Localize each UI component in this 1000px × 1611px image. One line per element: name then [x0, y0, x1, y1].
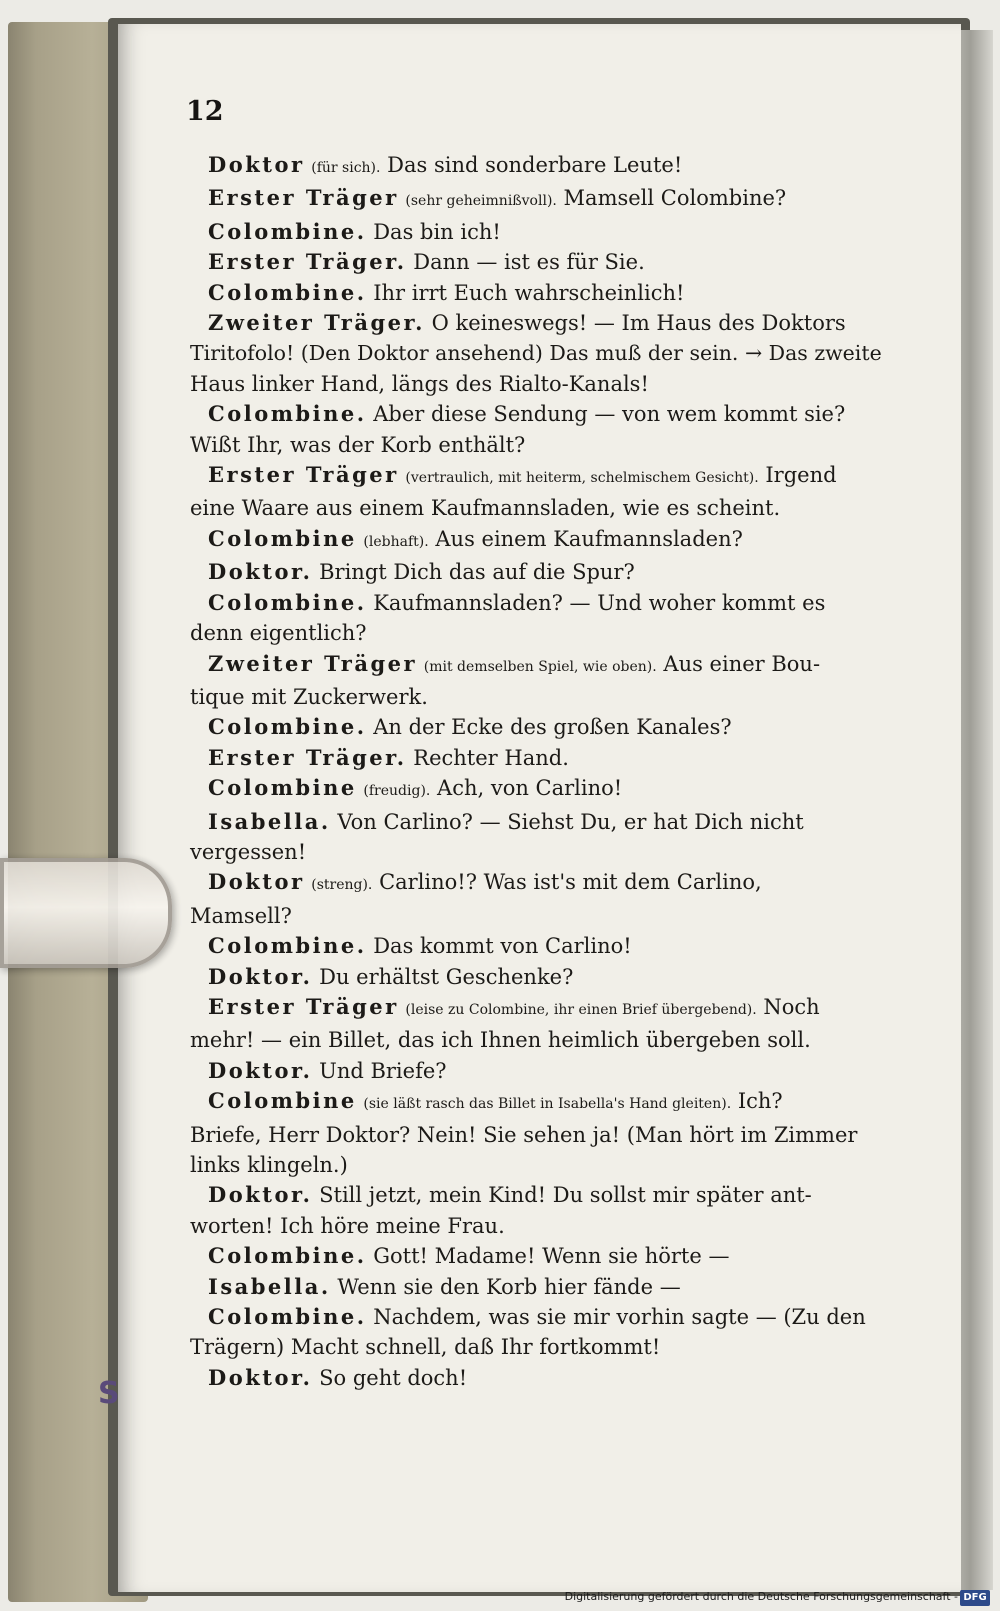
- text-line: [190, 430, 890, 460]
- stage-direction: (für sich).: [311, 160, 381, 176]
- speaker-name: Zweiter Träger: [208, 650, 418, 676]
- stage-direction: (sehr geheimnißvoll).: [405, 193, 557, 210]
- line-text: O keineswegs! — Im Haus des Doktors: [431, 311, 846, 336]
- speaker-name: Doktor.: [208, 559, 313, 585]
- scanner-thumb-clip: [0, 858, 172, 968]
- stage-direction: (leise zu Colombine, ihr einen Brief übergebend).: [405, 1001, 757, 1018]
- text-line: [190, 217, 890, 247]
- text-line: [190, 1056, 890, 1086]
- speaker-name: Erster Träger: [208, 185, 399, 211]
- text-line: [190, 1120, 890, 1150]
- line-text: Mamsell Colombine?: [563, 186, 787, 211]
- text-line: [190, 867, 890, 900]
- dialogue-text: [190, 150, 890, 1393]
- speaker-name: Colombine: [208, 1088, 357, 1114]
- text-line: [190, 399, 890, 429]
- text-line: [190, 962, 890, 992]
- speaker-name: Erster Träger: [208, 993, 399, 1019]
- text-line: [190, 743, 890, 773]
- text-line: [190, 618, 890, 648]
- speaker-name: Isabella.: [208, 1273, 331, 1299]
- text-line: [190, 1025, 890, 1055]
- stage-direction: (streng).: [311, 877, 373, 894]
- line-text: So geht doch!: [319, 1365, 468, 1390]
- line-text: Ihr irrt Euch wahrscheinlich!: [373, 280, 685, 305]
- line-text: Aus einem Kaufmannsladen?: [435, 526, 743, 551]
- line-text: Kaufmannsladen? — Und woher kommt es: [373, 590, 826, 615]
- speaker-name: Colombine.: [208, 1304, 367, 1330]
- line-text: vergessen!: [190, 839, 307, 864]
- line-text: Carlino!? Was ist's mit dem Carlino,: [379, 870, 762, 895]
- speaker-name: Erster Träger.: [208, 249, 407, 275]
- text-line: [190, 837, 890, 867]
- speaker-name: Colombine.: [208, 279, 367, 305]
- text-line: [190, 1302, 890, 1332]
- text-line: [190, 460, 890, 493]
- text-line: [190, 338, 890, 368]
- stage-direction: (vertraulich, mit heiterm, schelmischem Gesicht).: [405, 470, 759, 487]
- line-text: Das sind sonderbare Leute!: [387, 153, 683, 177]
- text-line: [190, 247, 890, 277]
- line-text: Dann — ist es für Sie.: [413, 250, 645, 275]
- line-text: Irgend: [765, 463, 837, 488]
- line-text: eine Waare aus einem Kaufmannsladen, wie es scheint.: [190, 496, 781, 521]
- line-text: Bringt Dich das auf die Spur?: [319, 560, 635, 585]
- speaker-name: Zweiter Träger.: [208, 310, 425, 336]
- speaker-name: Doktor: [208, 869, 305, 895]
- text-line: [190, 1180, 890, 1210]
- speaker-name: Doktor.: [208, 963, 313, 989]
- line-text: Mamsell?: [190, 903, 292, 928]
- line-text: Wißt Ihr, was der Korb enthält?: [190, 432, 526, 457]
- speaker-name: Doktor.: [208, 1057, 313, 1083]
- text-line: [190, 1086, 890, 1119]
- speaker-name: Colombine: [208, 525, 357, 551]
- text-line: [190, 524, 890, 557]
- text-line: [190, 901, 890, 931]
- speaker-name: Doktor.: [208, 1182, 313, 1208]
- line-text: Aber diese Sendung — von wem kommt sie?: [373, 402, 846, 427]
- line-text: Du erhältst Geschenke?: [319, 964, 574, 989]
- speaker-name: Isabella.: [208, 808, 331, 834]
- speaker-name: Colombine.: [208, 218, 367, 244]
- line-text: Tiritofolo! (Den Doktor ansehend) Das muß der sein. → Das zweite: [190, 341, 882, 366]
- speaker-name: Colombine.: [208, 1243, 367, 1269]
- line-text: mehr! — ein Billet, das ich Ihnen heimlich übergeben soll.: [190, 1028, 811, 1053]
- speaker-name: Colombine: [208, 775, 357, 801]
- line-text: Wenn sie den Korb hier fände —: [337, 1274, 681, 1299]
- line-text: Nachdem, was sie mir vorhin sagte — (Zu den: [373, 1305, 866, 1330]
- text-line: [190, 712, 890, 742]
- text-line: [190, 807, 890, 837]
- line-text: denn eigentlich?: [190, 621, 367, 646]
- digitization-credit: Digitalisierung gefördert durch die Deutsche Forschungsgemeinschaft -: [564, 1590, 958, 1603]
- line-text: Ach, von Carlino!: [437, 776, 623, 801]
- speaker-name: Erster Träger.: [208, 744, 407, 770]
- line-text: worten! Ich höre meine Frau.: [190, 1213, 505, 1238]
- speaker-name: Doktor.: [208, 1364, 313, 1390]
- line-text: Aus einer Bou-: [663, 651, 821, 676]
- line-text: An der Ecke des großen Kanales?: [373, 715, 732, 740]
- speaker-name: Colombine.: [208, 933, 367, 959]
- line-text: Von Carlino? — Siehst Du, er hat Dich nicht: [337, 809, 804, 834]
- text-line: [190, 682, 890, 712]
- text-line: [190, 369, 890, 399]
- text-line: [190, 308, 890, 338]
- speaker-name: Colombine.: [208, 589, 367, 615]
- speaker-name: Colombine.: [208, 401, 367, 427]
- text-line: [190, 588, 890, 618]
- line-text: Ich?: [737, 1089, 783, 1114]
- page-number: 12: [186, 96, 224, 127]
- text-line: [190, 183, 890, 216]
- text-line: [190, 1272, 890, 1302]
- line-text: Noch: [763, 994, 820, 1019]
- line-text: Trägern) Macht schnell, daß Ihr fortkommt!: [190, 1335, 661, 1360]
- line-text: Still jetzt, mein Kind! Du sollst mir später ant-: [319, 1183, 812, 1208]
- dfg-logo: DFG: [960, 1590, 990, 1606]
- line-text: Rechter Hand.: [413, 745, 569, 770]
- text-line: [190, 1211, 890, 1241]
- line-text: Briefe, Herr Doktor? Nein! Sie sehen ja! (Man hört im Zimmer: [190, 1122, 858, 1147]
- text-line: [190, 649, 890, 682]
- text-line: [190, 992, 890, 1025]
- line-text: Und Briefe?: [319, 1058, 447, 1083]
- text-line: [190, 1241, 890, 1271]
- speaker-name: Colombine.: [208, 714, 367, 740]
- text-line: [190, 773, 890, 806]
- line-text: tique mit Zuckerwerk.: [190, 684, 428, 709]
- text-line: [190, 1150, 890, 1180]
- speaker-name: Erster Träger: [208, 462, 399, 488]
- text-line: [190, 1332, 890, 1362]
- margin-stamp-mark: S: [98, 1376, 120, 1411]
- text-line: [190, 1363, 890, 1393]
- stage-direction: (mit demselben Spiel, wie oben).: [423, 658, 657, 675]
- stage-direction: (freudig).: [363, 783, 431, 800]
- text-line: [190, 278, 890, 308]
- stage-direction: (sie läßt rasch das Billet in Isabella's Hand gleiten).: [363, 1096, 732, 1113]
- line-text: Haus linker Hand, längs des Rialto-Kanals!: [190, 371, 649, 396]
- text-line: [190, 150, 890, 183]
- line-text: Das bin ich!: [373, 219, 501, 244]
- stage-direction: (lebhaft).: [363, 533, 429, 550]
- text-line: [190, 557, 890, 587]
- line-text: Gott! Madame! Wenn sie hörte —: [373, 1244, 730, 1269]
- speaker-name: Doktor: [208, 152, 305, 177]
- line-text: links klingeln.): [190, 1153, 348, 1177]
- line-text: Das kommt von Carlino!: [373, 934, 632, 959]
- text-line: [190, 931, 890, 961]
- text-line: [190, 493, 890, 523]
